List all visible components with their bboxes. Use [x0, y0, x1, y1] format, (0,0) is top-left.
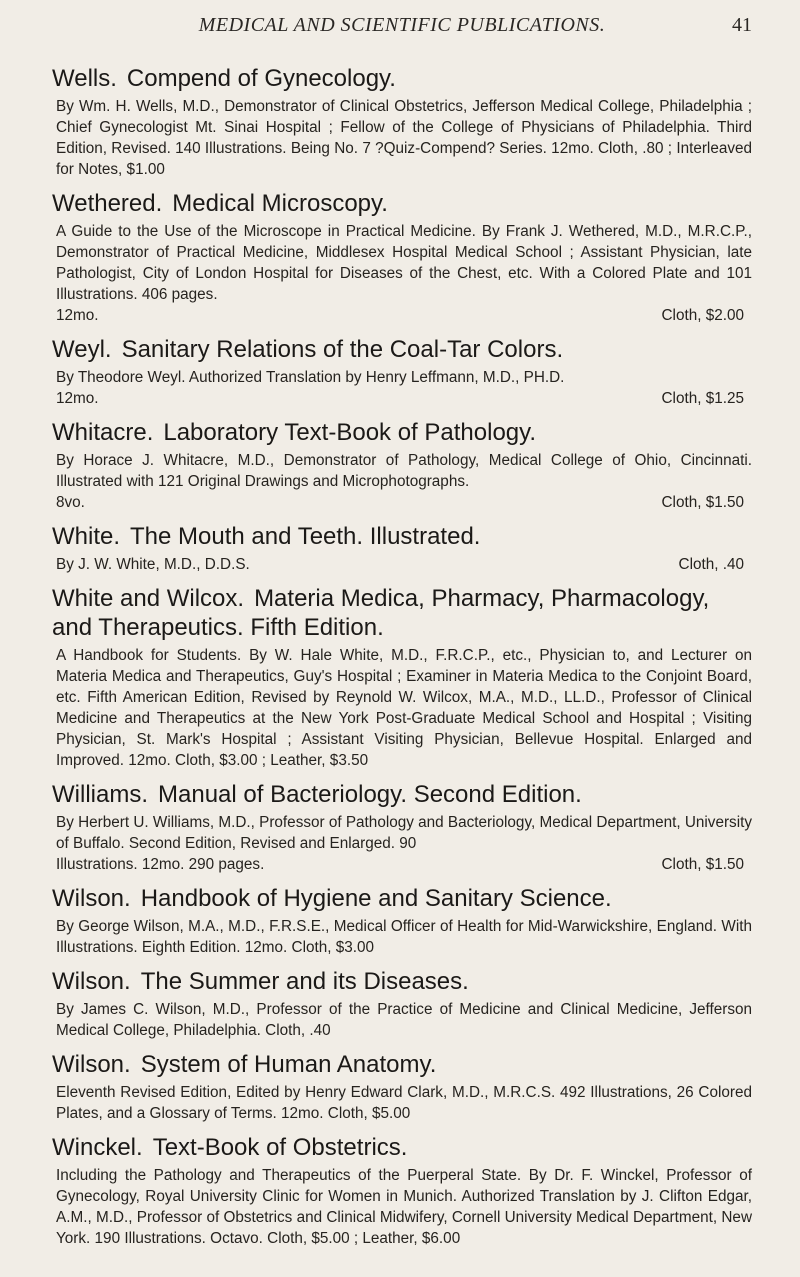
entry-heading	[52, 1050, 752, 1079]
entry-format: Illustrations. 12mo. 290 pages.	[56, 856, 265, 873]
entry-author: Williams.	[52, 781, 148, 808]
entry-description: By Horace J. Whitacre, M.D., Demonstrator of Pathology, Medical College of Ohio, Cincinnati. Illustrated with 121 Original Drawings and Microphotographs.	[56, 452, 752, 490]
running-head: MEDICAL AND SCIENTIFIC PUBLICATIONS.	[198, 14, 606, 36]
entry-heading	[52, 584, 752, 642]
entry-title: Materia Medica, Pharmacy, Pharmacology, and Therapeutics. Fifth Edition.	[52, 585, 710, 641]
catalog-entry	[52, 884, 752, 958]
catalog-entry	[52, 1133, 752, 1249]
entry-title: Manual of Bacteriology. Second Edition.	[158, 781, 582, 808]
entry-price: Cloth, $1.50	[661, 494, 744, 511]
catalog-entry	[52, 335, 752, 409]
entry-title: Laboratory Text-Book of Pathology.	[163, 419, 537, 446]
page-header	[52, 14, 752, 64]
catalog-entry	[52, 584, 752, 771]
entry-description: By Herbert U. Williams, M.D., Professor of Pathology and Bacteriology, Medical Department, University of Buffalo. Second Edition, Revised and Enlarged. 90	[56, 814, 752, 852]
entry-format: By J. W. White, M.D., D.D.S.	[56, 556, 250, 573]
entry-format: 12mo.	[56, 390, 99, 407]
entry-price: Cloth, $2.00	[661, 307, 744, 324]
catalog-entry	[52, 64, 752, 180]
entry-heading	[52, 884, 752, 913]
entry-description: Including the Pathology and Therapeutics of the Puerperal State. By Dr. F. Winckel, Professor of Gynecology, Royal University Clinic for Women in Munich. Authorized Translation by J. Clifton Edgar, A.M., M.D., Professor of Obstetrics and Clinical Midwifery, Cornell University Medical Department, New York. 190 Illustrations. Octavo. Cloth, $5.00 ; Leather, $6.00	[56, 1167, 752, 1247]
entry-title: The Mouth and Teeth. Illustrated.	[130, 523, 481, 550]
entry-title: System of Human Anatomy.	[140, 1051, 437, 1078]
entry-description: Eleventh Revised Edition, Edited by Henry Edward Clark, M.D., M.R.C.S. 492 Illustrations, 26 Colored Plates, and a Glossary of Terms. 12mo. Cloth, $5.00	[56, 1084, 752, 1122]
catalog-entry	[52, 967, 752, 1041]
entry-author: Wilson.	[52, 968, 131, 995]
catalog-entry	[52, 1050, 752, 1124]
entry-format: 12mo.	[56, 307, 99, 324]
entry-description: By James C. Wilson, M.D., Professor of the Practice of Medicine and Clinical Medicine, Jefferson Medical College, Philadelphia. Cloth, .40	[56, 1001, 752, 1039]
entry-price: Cloth, $1.50	[661, 856, 744, 873]
entry-description: By Theodore Weyl. Authorized Translation by Henry Leffmann, M.D., PH.D.	[56, 369, 565, 386]
entry-description: By Wm. H. Wells, M.D., Demonstrator of Clinical Obstetrics, Jefferson Medical College, Philadelphia ; Chief Gynecologist Mt. Sinai Hospital ; Fellow of the College of Physicians of Philadelphia. Third Edition, Revised. 140 Illustrations. Being No. 7 ?Quiz-Compend? Series. 12mo. Cloth, .80 ; Interleaved for Notes, $1.00	[56, 98, 752, 178]
entry-title: Compend of Gynecology.	[126, 65, 396, 92]
entry-description: By George Wilson, M.A., M.D., F.R.S.E., Medical Officer of Health for Mid-Warwickshire, England. With Illustrations. Eighth Edition. 12mo. Cloth, $3.00	[56, 918, 752, 956]
entry-author: Wells.	[52, 65, 117, 92]
entry-heading	[52, 189, 752, 218]
entry-price: Cloth, .40	[678, 556, 744, 573]
entry-price: Cloth, $1.25	[661, 390, 744, 407]
entry-heading	[52, 64, 752, 93]
entry-price-line	[52, 305, 752, 326]
entry-heading	[52, 418, 752, 447]
entry-author: Wilson.	[52, 885, 131, 912]
entry-title: Text-Book of Obstetrics.	[152, 1134, 408, 1161]
catalog-entry	[52, 418, 752, 513]
entry-heading	[52, 1133, 752, 1162]
entry-price-line	[52, 492, 752, 513]
entry-title: Medical Microscopy.	[172, 190, 388, 217]
entry-author: Wethered.	[52, 190, 163, 217]
entry-author: White and Wilcox.	[52, 585, 245, 612]
catalog-entry	[52, 780, 752, 875]
entry-description: A Guide to the Use of the Microscope in Practical Medicine. By Frank J. Wethered, M.D., M.R.C.P., Demonstrator of Practical Medicine, Middlesex Hospital Medical School ; Assistant Physician, late Pathologist, City of London Hospital for Diseases of the Chest, etc. With a Colored Plate and 101 Illustrations. 406 pages.	[56, 223, 752, 303]
entry-price-line	[52, 388, 752, 409]
entry-author: Weyl.	[52, 336, 112, 363]
entry-heading	[52, 522, 752, 551]
catalog-entry	[52, 189, 752, 326]
entry-title: Sanitary Relations of the Coal-Tar Colors.	[121, 336, 564, 363]
entry-author: Wilson.	[52, 1051, 131, 1078]
catalog-entry	[52, 522, 752, 575]
entry-author: Winckel.	[52, 1134, 143, 1161]
entry-author: Whitacre.	[52, 419, 154, 446]
entry-price-line	[52, 854, 752, 875]
entry-author: White.	[52, 523, 121, 550]
entry-heading	[52, 780, 752, 809]
page-number: 41	[732, 14, 752, 36]
entry-title: The Summer and its Diseases.	[140, 968, 469, 995]
entry-format: 8vo.	[56, 494, 85, 511]
entry-title: Handbook of Hygiene and Sanitary Science.	[140, 885, 612, 912]
entry-heading	[52, 967, 752, 996]
entry-price-line	[52, 554, 752, 575]
entry-heading	[52, 335, 752, 364]
entry-description: A Handbook for Students. By W. Hale White, M.D., F.R.C.P., etc., Physician to, and Lecturer on Materia Medica and Therapeutics, Guy's Hospital ; Examiner in Materia Medica to the Conjoint Board, etc. Fifth American Edition, Revised by Reynold W. Wilcox, M.A., M.D., LL.D., Professor of Clinical Medicine and Therapeutics at the New York Post-Graduate Medical School and Hospital ; Visiting Physician, St. Mark's Hospital ; Assistant Visiting Physician, Bellevue Hospital. Enlarged and Improved. 12mo. Cloth, $3.00 ; Leather, $3.50	[56, 647, 752, 769]
